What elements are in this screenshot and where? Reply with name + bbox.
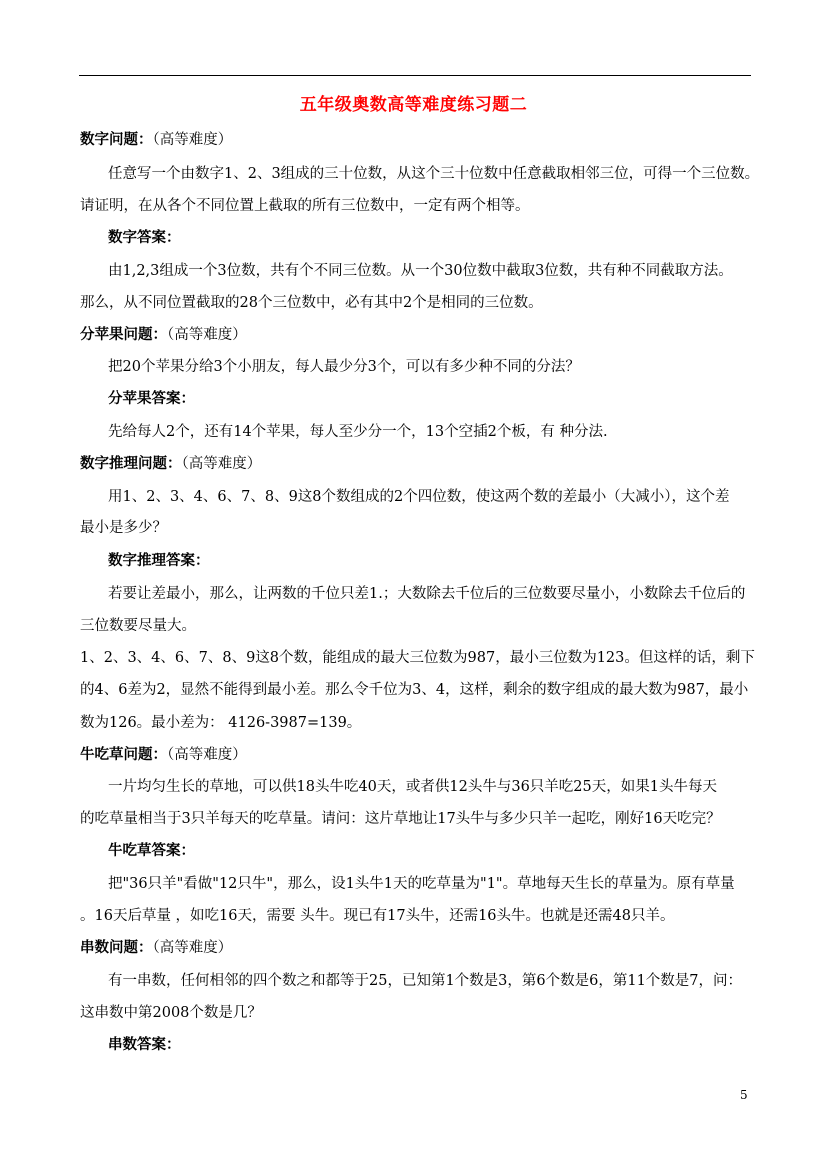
q3-answer-3: 1、2、3、4、6、7、8、9这8个数，能组成的最大三位数为987，最小三位数为123。但这样的话，剩下 bbox=[80, 650, 755, 666]
q2-text-1: 把20个苹果分给3个小朋友，每人最少分3个，可以有多少种不同的分法？ bbox=[108, 359, 580, 375]
q1-answer-heading: 数字答案： bbox=[108, 230, 181, 246]
q4-answer-heading: 牛吃草答案： bbox=[108, 843, 195, 859]
q4-heading-line bbox=[80, 745, 752, 765]
q3-text-2: 最小是多少？ bbox=[80, 520, 167, 536]
q2-difficulty: （高等难度） bbox=[167, 327, 247, 343]
q4-heading: 牛吃草问题： bbox=[80, 747, 167, 763]
q2-answer-1: 先给每人2个，还有14个苹果，每人至少分一个，13个空插2个板，有 种分法. bbox=[108, 424, 608, 440]
q5-text-2: 这串数中第2008个数是几？ bbox=[80, 1005, 262, 1021]
q1-text-1: 任意写一个由数字1、2、3组成的三十位数，从这个三十位数中任意截取相邻三位，可得一个三位数。 bbox=[108, 166, 760, 182]
q1-answer-1: 由1,2,3组成一个3位数，共有个不同三位数。从一个30位数中截取3位数，共有种不同截取方法。 bbox=[108, 263, 733, 279]
q4-answer-2: 。16天后草量 ，如吃16天，需要 头牛。现已有17头牛，还需16头牛。也就是还需48只羊。 bbox=[80, 908, 675, 924]
q2-heading-line bbox=[80, 325, 752, 345]
q5-difficulty: （高等难度） bbox=[152, 940, 233, 956]
q5-text-1: 有一串数，任何相邻的四个数之和都等于25，已知第1个数是3，第6个数是6，第11个数是7，问： bbox=[108, 973, 743, 989]
q3-heading: 数字推理问题： bbox=[80, 456, 182, 472]
q1-text-2: 请证明，在从各个不同位置上截取的所有三位数中，一定有两个相等。 bbox=[80, 198, 530, 214]
q4-text-2: 的吃草量相当于3只羊每天的吃草量。请问：这片草地让17头牛与多少只羊一起吃，刚好16天吃完？ bbox=[80, 811, 721, 827]
q3-difficulty: （高等难度） bbox=[181, 456, 262, 472]
q3-answer-5: 数为126。最小差为： 4126-3987=139。 bbox=[80, 715, 362, 731]
q3-answer-4: 的4、6差为2，显然不能得到最小差。那么令千位为3、4，这样，剩余的数字组成的最大数为987，最小 bbox=[80, 682, 749, 698]
q3-heading-line bbox=[80, 454, 752, 474]
q5-heading: 串数问题： bbox=[80, 940, 153, 956]
page-title: 五年级奥数高等难度练习题二 bbox=[299, 95, 528, 115]
q5-heading-line bbox=[80, 938, 752, 958]
q3-answer-heading: 数字推理答案： bbox=[108, 553, 210, 569]
q3-answer-2: 三位数要尽量大。 bbox=[80, 618, 196, 634]
q3-text-1: 用1、2、3、4、6、7、8、9这8个数组成的2个四位数，使这两个数的差最小（大减小），这个差 bbox=[108, 489, 730, 505]
q1-heading: 数字问题： bbox=[80, 132, 153, 148]
q4-text-1: 一片均匀生长的草地，可以供18头牛吃40天，或者供12头牛与36只羊吃25天，如果1头牛每天 bbox=[108, 779, 717, 795]
q2-answer-heading: 分苹果答案： bbox=[108, 391, 195, 407]
q1-heading-line bbox=[80, 130, 752, 150]
page-number: 5 bbox=[740, 1088, 748, 1102]
q4-difficulty: （高等难度） bbox=[167, 747, 247, 763]
q1-answer-2: 那么，从不同位置截取的28个三位数中，必有其中2个是相同的三位数。 bbox=[80, 295, 543, 311]
q4-answer-1: 把"36只羊"看做"12只牛"，那么，设1头牛1天的吃草量为"1"。草地每天生长的草量为。原有草量 bbox=[108, 876, 735, 892]
q3-answer-1: 若要让差最小，那么，让两数的千位只差1.；大数除去千位后的三位数要尽量小，小数除去千位后的 bbox=[108, 586, 746, 602]
q1-difficulty: （高等难度） bbox=[152, 132, 233, 148]
header-rule bbox=[79, 75, 751, 76]
q2-heading: 分苹果问题： bbox=[80, 327, 167, 343]
q5-answer-heading: 串数答案： bbox=[108, 1037, 181, 1053]
